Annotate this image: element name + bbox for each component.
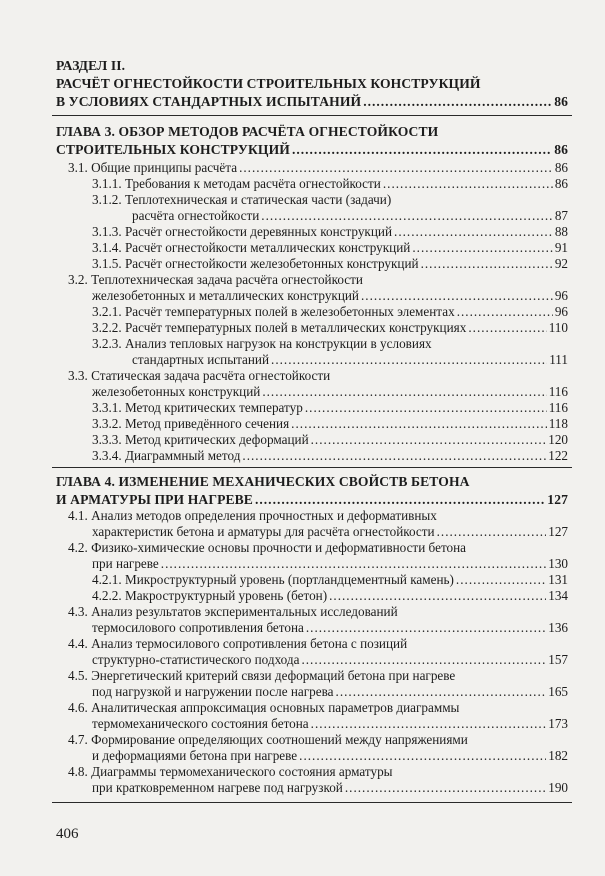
leader-dots <box>271 352 547 368</box>
toc-entry <box>92 524 568 540</box>
toc-entry <box>92 652 568 668</box>
toc-entry-text: ГЛАВА 3. ОБЗОР МЕТОДОВ РАСЧЁТА ОГНЕСТОЙКОСТИ <box>56 124 439 139</box>
toc-entry-text: 3.1.3. Расчёт огнестойкости деревянных конструкций <box>92 224 393 239</box>
toc-entry <box>92 620 568 636</box>
toc-entry-page: 131 <box>548 572 568 587</box>
toc-entry-text: структурно-статистического подхода <box>92 652 300 667</box>
toc-entry <box>68 700 568 716</box>
toc-entry-page: 86 <box>554 142 568 157</box>
toc-entry-page: 111 <box>549 352 568 367</box>
page-number: 406 <box>56 826 79 842</box>
leader-dots <box>292 142 552 158</box>
toc-entry <box>68 604 568 620</box>
toc-entry-text: 3.3.3. Метод критических деформаций <box>92 432 309 447</box>
toc-entry <box>92 240 568 256</box>
toc-entry-text: 3.2.1. Расчёт температурных полей в железобетонных элементах <box>92 304 455 319</box>
toc-entry-text: 4.6. Аналитическая аппроксимация основных параметров диаграммы <box>68 700 460 715</box>
toc-entry-text: 4.2. Физико-химические основы прочности и деформативности бетона <box>68 540 467 555</box>
leader-dots <box>336 684 547 700</box>
toc-entry-text: 3.1.1. Требования к методам расчёта огнестойкости <box>92 176 381 191</box>
toc-entry-text: 3.1.5. Расчёт огнестойкости железобетонных конструкций <box>92 256 419 271</box>
toc-entry <box>92 432 568 448</box>
leader-dots <box>421 256 553 272</box>
toc-entry <box>92 176 568 192</box>
leader-dots <box>457 304 553 320</box>
toc-entry <box>68 508 568 524</box>
toc-entry-text: 3.3.4. Диаграммный метод <box>92 448 241 463</box>
toc-entry-page: 173 <box>548 716 568 731</box>
toc-entry <box>132 352 568 368</box>
leader-dots <box>345 780 546 796</box>
toc-entry <box>68 668 568 684</box>
toc-entry <box>92 336 568 352</box>
toc-entry-page: 122 <box>548 448 568 463</box>
leader-dots <box>311 716 547 732</box>
toc-entry <box>68 636 568 652</box>
toc-entry <box>92 716 568 732</box>
leader-dots <box>242 448 546 464</box>
toc-entry-text: 3.2. Теплотехническая задача расчёта огнестойкости <box>68 272 363 287</box>
toc-entry <box>56 76 568 92</box>
toc-entry-page: 157 <box>548 652 568 667</box>
toc-entry-text: термомеханического состояния бетона <box>92 716 309 731</box>
leader-dots <box>412 240 552 256</box>
toc-entry <box>56 142 568 158</box>
toc-entry-page: 88 <box>554 224 568 239</box>
toc-entry-text: 4.3. Анализ результатов экспериментальных исследований <box>68 604 398 619</box>
toc-entry-text: 3.2.3. Анализ тепловых нагрузок на конструкции в условиях <box>92 336 432 351</box>
toc-entry-page: 190 <box>548 780 568 795</box>
leader-dots <box>299 748 546 764</box>
toc-entry-text: железобетонных конструкций <box>92 384 261 399</box>
toc-entry <box>92 748 568 764</box>
toc-entry-page: 130 <box>548 556 568 571</box>
toc-entry-text: 3.1. Общие принципы расчёта <box>68 160 238 175</box>
leader-dots <box>261 208 553 224</box>
toc-entry <box>68 160 568 176</box>
toc-entry-text: 4.2.2. Макроструктурный уровень (бетон) <box>92 588 328 603</box>
toc-entry-page: 86 <box>554 160 568 175</box>
leader-dots <box>468 320 546 336</box>
toc-entry <box>92 320 568 336</box>
toc-entry <box>92 384 568 400</box>
toc-entry-text: РАСЧЁТ ОГНЕСТОЙКОСТИ СТРОИТЕЛЬНЫХ КОНСТРУКЦИЙ <box>56 76 481 91</box>
toc-entry-text: 4.8. Диаграммы термомеханического состояния арматуры <box>68 764 393 779</box>
toc-entry-text: РАЗДЕЛ II. <box>56 58 126 73</box>
toc-entry-page: 127 <box>548 524 568 539</box>
toc-entry <box>92 588 568 604</box>
leader-dots <box>383 176 553 192</box>
toc-entry <box>56 492 568 508</box>
toc-entry-text: 4.4. Анализ термосилового сопротивления бетона с позиций <box>68 636 408 651</box>
leader-dots <box>363 94 552 110</box>
toc-entry <box>68 272 568 288</box>
toc-entry <box>92 448 568 464</box>
leader-dots <box>161 556 546 572</box>
leader-dots <box>456 572 546 588</box>
separator-line <box>52 115 572 116</box>
leader-dots <box>301 652 546 668</box>
toc-entry <box>132 208 568 224</box>
toc-entry-text: 4.1. Анализ методов определения прочностных и деформативных <box>68 508 437 523</box>
leader-dots <box>329 588 546 604</box>
toc-entry <box>92 780 568 796</box>
toc-entry <box>68 368 568 384</box>
toc-entry <box>56 58 568 74</box>
toc-entry-text: при кратковременном нагреве под нагрузкой <box>92 780 343 795</box>
toc-entry <box>92 400 568 416</box>
toc-entry-page: 182 <box>548 748 568 763</box>
toc-entry <box>92 556 568 572</box>
toc-entry <box>56 474 568 490</box>
toc-entry <box>92 304 568 320</box>
toc-entry-page: 136 <box>548 620 568 635</box>
toc-entry <box>92 572 568 588</box>
toc-entry-text: И АРМАТУРЫ ПРИ НАГРЕВЕ <box>56 492 253 507</box>
separator-line <box>52 802 572 803</box>
toc-entry-text: ГЛАВА 4. ИЗМЕНЕНИЕ МЕХАНИЧЕСКИХ СВОЙСТВ БЕТОНА <box>56 474 470 489</box>
toc-entry-text: 3.3.2. Метод приведённого сечения <box>92 416 290 431</box>
toc-entry-text: и деформациями бетона при нагреве <box>92 748 298 763</box>
toc-entry-page: 86 <box>554 94 568 109</box>
leader-dots <box>255 492 545 508</box>
toc-entry-text: характеристик бетона и арматуры для расчёта огнестойкости <box>92 524 435 539</box>
leader-dots <box>437 524 547 540</box>
toc-entry-text: 3.3. Статическая задача расчёта огнестойкости <box>68 368 331 383</box>
toc-entry-page: 165 <box>548 684 568 699</box>
leader-dots <box>305 400 547 416</box>
toc-entry-text: термосилового сопротивления бетона <box>92 620 304 635</box>
toc-entry-text: 3.3.1. Метод критических температур <box>92 400 303 415</box>
toc-entry-page: 134 <box>548 588 568 603</box>
separator-line <box>52 467 572 468</box>
toc-entry-text: В УСЛОВИЯХ СТАНДАРТНЫХ ИСПЫТАНИЙ <box>56 94 362 109</box>
toc-entry-page: 86 <box>554 176 568 191</box>
toc-entry <box>68 540 568 556</box>
toc-entry-page: 116 <box>548 384 568 399</box>
toc-entry-page: 96 <box>554 304 568 319</box>
toc-entry-text: стандартных испытаний <box>132 352 270 367</box>
toc-entry-page: 118 <box>548 416 568 431</box>
toc-entry-page: 87 <box>554 208 568 223</box>
leader-dots <box>291 416 547 432</box>
toc-entry-page: 120 <box>548 432 568 447</box>
toc-entry-text: 4.2.1. Микроструктурный уровень (портландцементный камень) <box>92 572 454 587</box>
toc-entry <box>56 124 568 140</box>
toc-entry <box>68 764 568 780</box>
toc-entry <box>92 256 568 272</box>
toc-entry <box>92 224 568 240</box>
leader-dots <box>306 620 546 636</box>
toc-entry-page: 92 <box>554 256 568 271</box>
toc-entry-page: 96 <box>554 288 568 303</box>
toc-entry-text: СТРОИТЕЛЬНЫХ КОНСТРУКЦИЙ <box>56 142 290 157</box>
toc-entry-text: расчёта огнестойкости <box>132 208 260 223</box>
leader-dots <box>311 432 547 448</box>
toc-entry-page: 127 <box>547 492 568 507</box>
toc-entry <box>56 94 568 110</box>
toc-entry-text: 3.1.2. Теплотехническая и статическая части (задачи) <box>92 192 392 207</box>
toc-entry <box>92 192 568 208</box>
toc-entry-text: 4.7. Формирование определяющих соотношений между напряжениями <box>68 732 468 747</box>
leader-dots <box>394 224 553 240</box>
leader-dots <box>262 384 546 400</box>
toc-entry-page: 110 <box>548 320 568 335</box>
toc-entry-text: под нагрузкой и нагружении после нагрева <box>92 684 334 699</box>
toc-entry-text: 3.1.4. Расчёт огнестойкости металлических конструкций <box>92 240 411 255</box>
toc-entry <box>92 288 568 304</box>
toc-entry <box>92 416 568 432</box>
toc-entry-text: 4.5. Энергетический критерий связи деформаций бетона при нагреве <box>68 668 456 683</box>
leader-dots <box>361 288 553 304</box>
toc-entry-text: при нагреве <box>92 556 159 571</box>
toc-entry-text: железобетонных и металлических конструкций <box>92 288 359 303</box>
toc-entry-page: 116 <box>548 400 568 415</box>
toc-entry-text: 3.2.2. Расчёт температурных полей в металлических конструкциях <box>92 320 467 335</box>
toc-entry <box>68 732 568 748</box>
toc-entry <box>92 684 568 700</box>
toc-entry-page: 91 <box>554 240 568 255</box>
leader-dots <box>239 160 553 176</box>
